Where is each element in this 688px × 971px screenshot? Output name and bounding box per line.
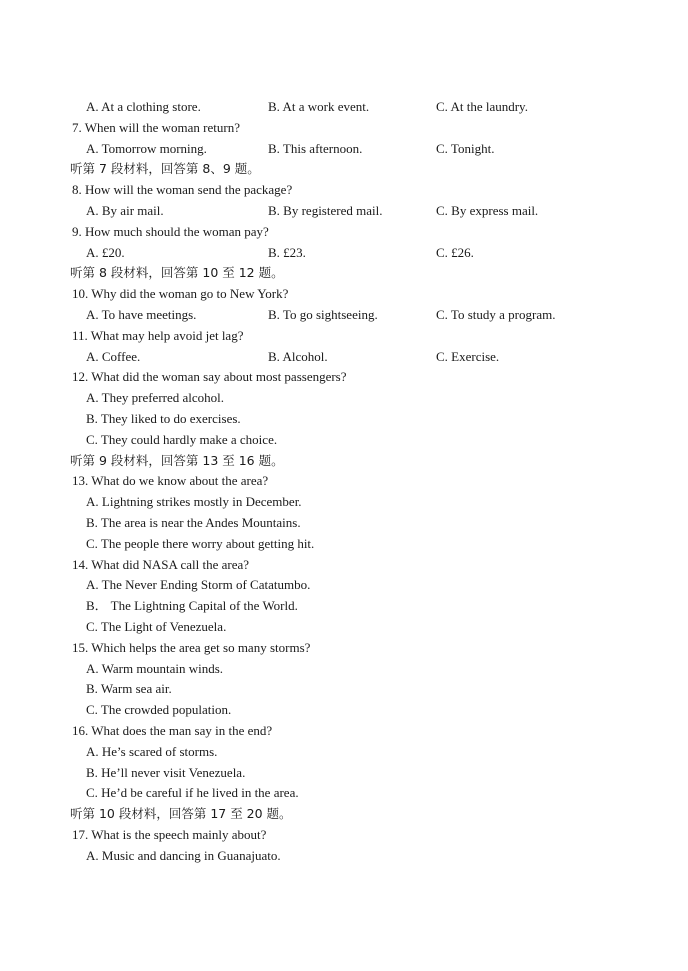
- answer-options-row: [86, 304, 606, 325]
- answer-option: C. They could hardly make a choice.: [86, 431, 278, 447]
- question-text: 14. What did NASA call the area?: [72, 556, 250, 572]
- answer-option: A. Warm mountain winds.: [86, 660, 224, 676]
- option-b: B. Alcohol.: [268, 348, 328, 364]
- question-text: 16. What does the man say in the end?: [72, 723, 273, 738]
- answer-option: C. The Light of Venezuela.: [86, 619, 227, 634]
- answer-option: A. He’s scared of storms.: [86, 743, 218, 759]
- question-text: 15. Which helps the area get so many storms?: [72, 639, 311, 655]
- option-c: C. Tonight.: [436, 140, 495, 156]
- answer-options-row: [86, 242, 606, 263]
- option-a: A. Tomorrow morning.: [86, 140, 207, 156]
- section-instruction: 听第 7 段材料，回答第 8、9 题。: [70, 161, 260, 177]
- question-text: 8. How will the woman send the package?: [72, 182, 293, 198]
- section-instruction: 听第 8 段材料，回答第 10 至 12 题。: [70, 265, 284, 281]
- answer-option: B. He’ll never visit Venezuela.: [86, 764, 246, 780]
- answer-options-row: [86, 346, 606, 367]
- section-instruction: 听第 10 段材料，回答第 17 至 20 题。: [70, 806, 292, 822]
- answer-option: A. They preferred alcohol.: [86, 390, 225, 406]
- answer-options-row: [86, 96, 606, 117]
- option-b: B. At a work event.: [268, 99, 370, 114]
- option-c: C. By express mail.: [436, 203, 539, 218]
- question-text: 17. What is the speech mainly about?: [72, 827, 267, 842]
- question-text: 7. When will the woman return?: [72, 119, 240, 135]
- option-c: C. At the laundry.: [436, 99, 528, 114]
- question-text: 12. What did the woman say about most passengers?: [72, 369, 347, 385]
- option-a: A. At a clothing store.: [86, 99, 201, 114]
- option-c: C. Exercise.: [436, 348, 500, 364]
- option-a: A. By air mail.: [86, 203, 164, 218]
- answer-option: B. They liked to do exercises.: [86, 411, 241, 426]
- answer-option: B． The Lightning Capital of the World.: [86, 598, 298, 614]
- answer-option: B. Warm sea air.: [86, 681, 172, 697]
- option-a: A. £20.: [86, 244, 125, 260]
- question-text: 13. What do we know about the area?: [72, 473, 269, 489]
- option-b: B. £23.: [268, 244, 306, 260]
- option-b: B. By registered mail.: [268, 203, 383, 218]
- answer-option: C. The crowded population.: [86, 702, 232, 718]
- option-b: B. This afternoon.: [268, 140, 363, 156]
- option-a: A. Coffee.: [86, 348, 141, 364]
- question-text: 9. How much should the woman pay?: [72, 223, 269, 239]
- answer-option: B. The area is near the Andes Mountains.: [86, 515, 301, 530]
- question-text: 10. Why did the woman go to New York?: [72, 286, 289, 302]
- option-c: C. £26.: [436, 244, 474, 260]
- option-b: B. To go sightseeing.: [268, 307, 378, 322]
- section-instruction: 听第 9 段材料，回答第 13 至 16 题。: [70, 452, 284, 468]
- answer-option: A. Music and dancing in Guanajuato.: [86, 847, 281, 863]
- answer-option: C. The people there worry about getting hit.: [86, 535, 315, 551]
- answer-options-row: [86, 200, 606, 221]
- answer-option: C. He’d be careful if he lived in the area.: [86, 785, 299, 801]
- answer-option: A. Lightning strikes mostly in December.: [86, 494, 302, 510]
- question-text: 11. What may help avoid jet lag?: [72, 327, 244, 343]
- option-c: C. To study a program.: [436, 307, 556, 322]
- option-a: A. To have meetings.: [86, 307, 197, 322]
- answer-options-row: [86, 138, 606, 159]
- answer-option: A. The Never Ending Storm of Catatumbo.: [86, 577, 311, 593]
